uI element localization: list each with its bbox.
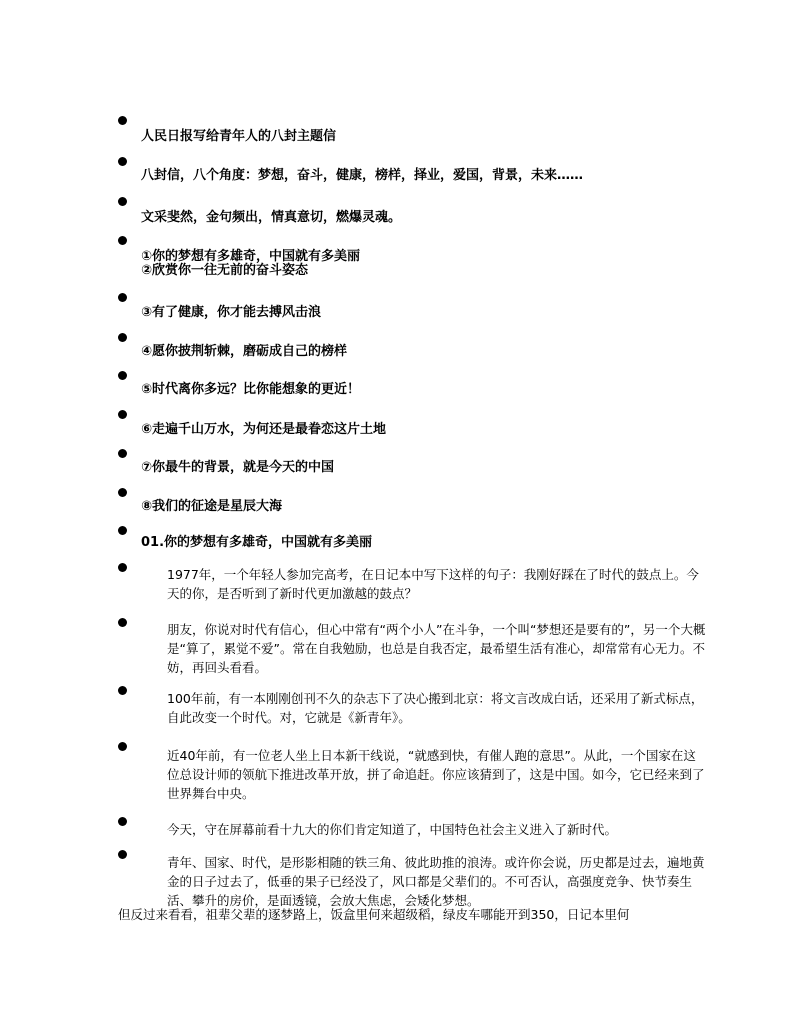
paragraph: 朋友，你说对时代有信心，但心中常有“两个小人”在斗争，一个叫“梦想还是要有的”，另一个大概是“算了，累觉不爱”。常在自我勉励，也总是自我否定，最希望生活有准心，却常常有心无力。不妨，再回头看看。: [167, 622, 706, 675]
paragraph: 近40年前，有一位老人坐上日本新干线说，“就感到快，有催人跑的意思”。从此，一个国家在这位总设计师的领航下推进改革开放，拼了命追赶。你应该猜到了，这是中国。如今，它已经来到了世界舞台中央。: [167, 748, 705, 801]
bullet: [118, 817, 127, 826]
paragraph: 100年前，有一本刚刚创刊不久的杂志下了决心搬到北京：将文言改成白话，还采用了新式标点，自此改变一个时代。对，它就是《新青年》。: [167, 691, 704, 725]
bullet: [118, 197, 127, 206]
section-heading: 01.你的梦想有多雄奇，中国就有多美丽: [141, 535, 373, 550]
list-item: 人民日报写给青年人的八封主题信: [141, 129, 337, 144]
bullet: [118, 116, 127, 125]
bullet: [118, 526, 127, 535]
bullet: [118, 563, 127, 572]
bullet: [118, 293, 127, 302]
paragraph: 青年、国家、时代，是形影相随的铁三角、彼此助推的浪涛。或许你会说，历史都是过去，遍地黄金的日子过去了，低垂的果子已经没了，风口都是父辈们的。不可否认，高强度竞争、快节奏生活、攀升的房价，是面透镜，会放大焦虑，会矮化梦想。: [167, 855, 705, 908]
list-item: ②欣赏你一往无前的奋斗姿态: [141, 263, 309, 278]
bullet: [118, 410, 127, 419]
paragraph: 今天，守在屏幕前看十九大的你们肯定知道了，中国特色社会主义进入了新时代。: [167, 822, 618, 837]
list-item: ⑥走遍千山万水，为何还是最眷恋这片土地: [141, 422, 387, 437]
bullet: [118, 742, 127, 751]
list-item: ⑤时代离你多远？比你能想象的更近！: [141, 382, 361, 397]
list-item: 文采斐然，金句频出，情真意切，燃爆灵魂。: [141, 210, 402, 225]
bullet: [118, 371, 127, 380]
bullet: [118, 333, 127, 342]
list-item: ③有了健康，你才能去搏风击浪: [141, 305, 322, 320]
bullet: [118, 449, 127, 458]
bullet: [118, 850, 127, 859]
list-item: ④愿你披荆斩棘，磨砺成自己的榜样: [141, 344, 348, 359]
list-item: ⑦你最牛的背景，就是今天的中国: [141, 460, 335, 475]
paragraph: 1977年，一个年轻人参加完高考，在日记本中写下这样的句子：我刚好踩在了时代的鼓点上。今天的你，是否听到了新时代更加激越的鼓点？: [167, 567, 699, 601]
bullet: [118, 618, 127, 627]
list-item: ①你的梦想有多雄奇，中国就有多美丽: [141, 249, 361, 264]
paragraph-continuation: 但反过来看看，祖辈父辈的逐梦路上，饭盒里何来超级稻，绿皮车哪能开到350，日记本里何: [118, 907, 630, 922]
bullet: [118, 157, 127, 166]
bullet: [118, 236, 127, 245]
list-item: 八封信，八个角度：梦想，奋斗，健康，榜样，择业，爱国，背景，未来……: [141, 168, 584, 183]
bullet: [118, 488, 127, 497]
list-item: ⑧我们的征途是星辰大海: [141, 499, 283, 514]
bullet: [118, 686, 127, 695]
